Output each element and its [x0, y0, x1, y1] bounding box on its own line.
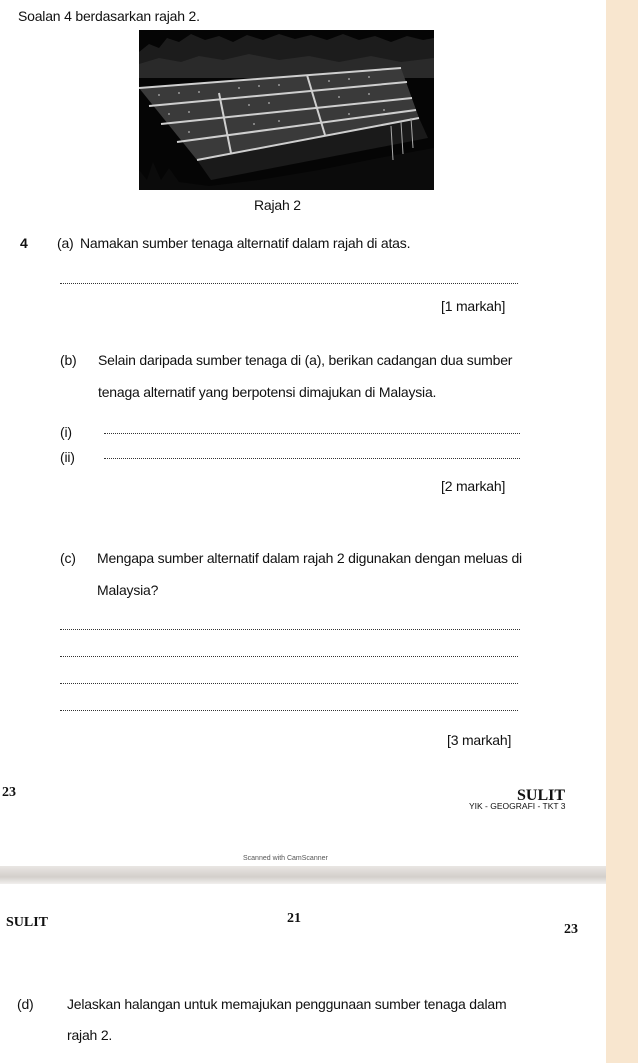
marks-c: [3 markah] [447, 732, 512, 748]
part-b-line2: tenaga alternatif yang berpotensi dimajukan di Malaysia. [98, 384, 437, 400]
part-a-text: Namakan sumber tenaga alternatif dalam rajah di atas. [80, 235, 411, 251]
part-b-label: (b) [60, 352, 77, 368]
part-b-sub-ii-label: (ii) [60, 449, 75, 465]
part-a-label: (a) [57, 235, 74, 251]
exam-code: YIK - GEOGRAFI - TKT 3 [469, 801, 566, 811]
next-page-center-number: 21 [287, 911, 301, 926]
answer-line-c-3[interactable] [60, 683, 518, 684]
marks-a: [1 markah] [441, 298, 506, 314]
answer-line-c-1[interactable] [60, 629, 520, 630]
part-c-line2: Malaysia? [97, 582, 159, 598]
part-c-line1: Mengapa sumber alternatif dalam rajah 2 digunakan dengan meluas di [97, 550, 522, 566]
question-number: 4 [20, 235, 28, 251]
next-sulit-label: SULIT [6, 915, 49, 930]
part-c-label: (c) [60, 550, 76, 566]
part-b-sub-i-label: (i) [60, 424, 72, 440]
answer-line-b-ii[interactable] [104, 458, 520, 459]
part-d-line1: Jelaskan halangan untuk memajukan penggunaan sumber tenaga dalam [67, 996, 507, 1012]
part-d-label: (d) [17, 996, 34, 1012]
part-b-line1: Selain daripada sumber tenaga di (a), berikan cadangan dua sumber [98, 352, 513, 368]
next-page-right-number: 23 [564, 922, 578, 937]
solar-panels-image [139, 30, 434, 190]
marks-b: [2 markah] [441, 478, 506, 494]
intro-text: Soalan 4 berdasarkan rajah 2. [18, 8, 200, 24]
answer-line-c-2[interactable] [60, 656, 518, 657]
part-d-line2: rajah 2. [67, 1027, 113, 1043]
sulit-label: SULIT [517, 787, 566, 804]
solar-panels-photo [139, 30, 434, 190]
answer-line-a[interactable] [60, 283, 518, 284]
answer-line-b-i[interactable] [104, 433, 520, 434]
figure-caption: Rajah 2 [254, 197, 301, 213]
page-number: 23 [2, 785, 16, 800]
answer-line-c-4[interactable] [60, 710, 518, 711]
scanner-watermark: Scanned with CamScanner [243, 855, 328, 862]
page-separator [0, 866, 606, 884]
